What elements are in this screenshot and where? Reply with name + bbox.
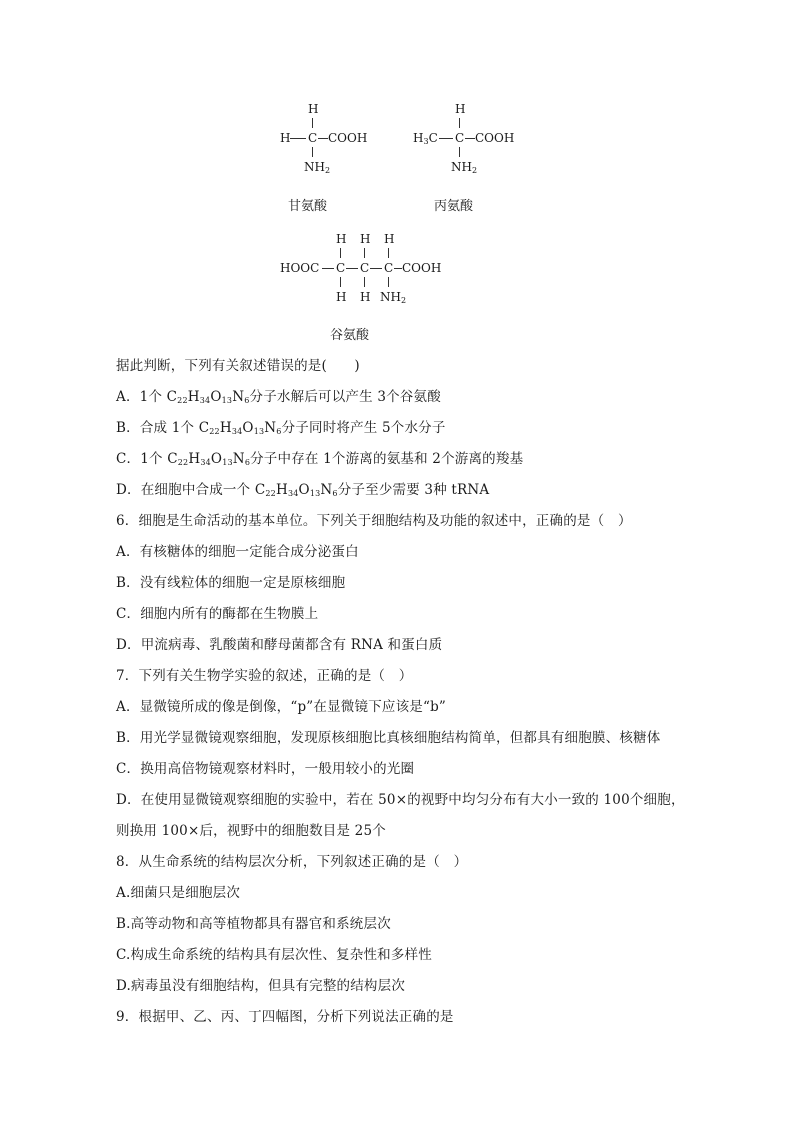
glutamate-h2-bottom: H: [360, 290, 371, 304]
q5-stem: 据此判断，下列有关叙述错误的是( ): [116, 358, 360, 374]
glycine-structure: [280, 103, 380, 175]
q7-stem: 7．下列有关生物学实验的叙述，正确的是（ ）: [116, 668, 413, 684]
alanine-caption: 丙氨酸: [434, 199, 474, 214]
glycine-left-h: H: [280, 131, 291, 145]
glutamate-nh2-bottom: $NH_2$: [380, 290, 407, 305]
glycine-right-cooh: COOH: [328, 131, 368, 145]
q8-option-d: D.病毒虽没有细胞结构，但具有完整的结构层次: [116, 978, 406, 994]
q8-option-b: B.高等动物和高等植物都具有器官和系统层次: [116, 916, 391, 932]
glutamate-bond-top-2: [364, 248, 365, 258]
glutamate-bond-top-1: [340, 248, 341, 258]
q5-option-d: D．在细胞中合成一个 $C_{22}H_{34}O_{13}N_6$分子至少需要 3种 tRNA: [116, 482, 490, 498]
q5-option-b: B．合成 1个 $C_{22}H_{34}O_{13}N_6$分子同时将产生 5个水分子: [116, 420, 446, 436]
glutamate-bond-bottom-2: [364, 277, 365, 287]
q8-option-a: A.细菌只是细胞层次: [116, 885, 241, 901]
formula: $C_{22}H_{34}O_{13}N_6$: [254, 482, 338, 498]
glutamate-c1: C: [336, 261, 346, 275]
alanine-right-cooh: COOH: [475, 131, 515, 145]
alanine-bond-left: [439, 138, 453, 139]
glutamate-c2: C: [360, 261, 370, 275]
alanine-bond-bottom: [459, 147, 460, 157]
alanine-bond-right: [465, 138, 475, 139]
glutamate-bond-h3: [370, 268, 382, 269]
alanine-bond-top: [459, 118, 460, 128]
glutamate-bond-h4: [394, 268, 402, 269]
q7-option-d-line2: 则换用 100×后，视野中的细胞数目是 25个: [116, 823, 386, 839]
alanine-structure: [413, 103, 523, 175]
glutamate-h1-top: H: [336, 232, 347, 246]
alanine-left-ch3: $H_3C$: [413, 131, 438, 146]
glycine-center-c: C: [308, 131, 318, 145]
glutamate-h2-top: H: [360, 232, 371, 246]
glutamate-c3: C: [384, 261, 394, 275]
q6-stem: 6．细胞是生命活动的基本单位。下列关于细胞结构及功能的叙述中，正确的是（ ）: [116, 513, 632, 529]
glutamate-structure: [280, 233, 460, 305]
formula: $C_{22}H_{34}O_{13}N_6$: [167, 451, 251, 467]
q7-option-a: A．显微镜所成的像是倒像，“p”在显微镜下应该是“b”: [116, 699, 447, 715]
q5-option-c: C．1个 $C_{22}H_{34}O_{13}N_6$分子中存在 1个游离的氨基和 2个游离的羧基: [116, 451, 524, 467]
formula: $C_{22}H_{34}O_{13}N_6$: [166, 389, 250, 405]
glycine-bond-left: [290, 138, 306, 139]
glutamate-bond-bottom-3: [388, 277, 389, 287]
glutamate-bond-bottom-1: [340, 277, 341, 287]
alanine-center-c: C: [455, 131, 465, 145]
q7-option-d-line1: D．在使用显微镜观察细胞的实验中，若在 50×的视野中均匀分布有大小一致的 100个细胞，: [116, 792, 685, 808]
q6-option-b: B．没有线粒体的细胞一定是原核细胞: [116, 575, 346, 591]
q7-option-b: B．用光学显微镜观察细胞，发现原核细胞比真核细胞结构简单，但都具有细胞膜、核糖体: [116, 730, 661, 746]
glutamate-bond-top-3: [388, 248, 389, 258]
formula: $C_{22}H_{34}O_{13}N_6$: [198, 420, 282, 436]
q6-option-d: D．甲流病毒、乳酸菌和酵母菌都含有 RNA 和蛋白质: [116, 637, 443, 653]
alanine-top-h: H: [455, 102, 466, 116]
q8-stem: 8．从生命系统的结构层次分析，下列叙述正确的是（ ）: [116, 854, 468, 870]
glycine-top-h: H: [308, 102, 319, 116]
q6-option-c: C．细胞内所有的酶都在生物膜上: [116, 606, 319, 622]
glutamate-left-hooc: HOOC: [280, 261, 320, 275]
glycine-bond-bottom: [312, 147, 313, 157]
glycine-bottom-nh2: $NH_2$: [304, 160, 331, 175]
glutamate-right-cooh: COOH: [402, 261, 442, 275]
alanine-bottom-nh2: $NH_2$: [451, 160, 478, 175]
q9-stem: 9．根据甲、乙、丙、丁四幅图，分析下列说法正确的是: [116, 1009, 454, 1025]
q7-option-c: C．换用高倍物镜观察材料时，一般用较小的光圈: [116, 761, 415, 777]
glutamate-h1-bottom: H: [336, 290, 347, 304]
glutamate-h3-top: H: [384, 232, 395, 246]
glutamate-caption: 谷氨酸: [330, 328, 370, 343]
glycine-bond-top: [312, 118, 313, 128]
q6-option-a: A．有核糖体的细胞一定能合成分泌蛋白: [116, 544, 359, 560]
glycine-caption: 甘氨酸: [288, 199, 328, 214]
q5-option-a: A．1个 $C_{22}H_{34}O_{13}N_6$分子水解后可以产生 3个谷氨酸: [116, 389, 441, 405]
glutamate-bond-h2: [346, 268, 358, 269]
glutamate-bond-h1: [322, 268, 334, 269]
glycine-bond-right: [318, 138, 328, 139]
q8-option-c: C.构成生命系统的结构具有层次性、复杂性和多样性: [116, 947, 432, 963]
